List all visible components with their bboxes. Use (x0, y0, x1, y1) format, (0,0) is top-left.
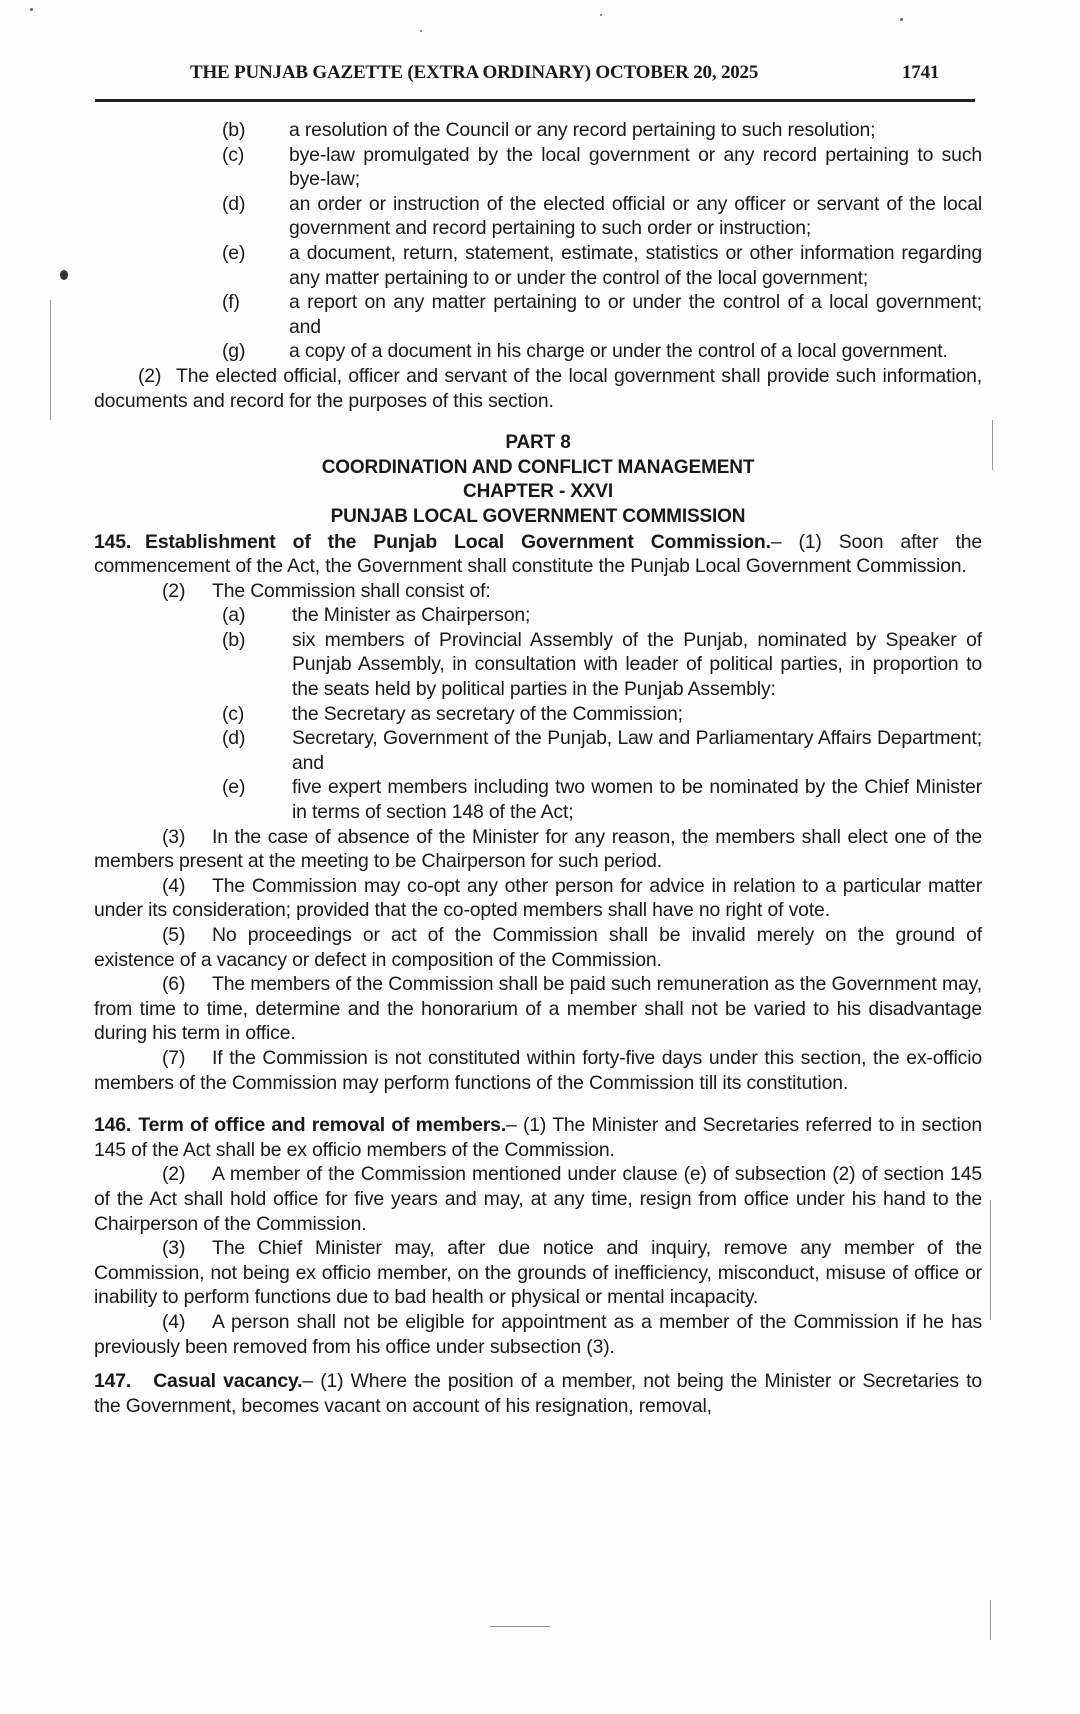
section-number: 147. (94, 1370, 132, 1393)
clause-label: (b) (222, 628, 246, 651)
subsection (94, 874, 982, 923)
clause-text: Secretary, Government of the Punjab, Law and Parliamentary Affairs Department; and (292, 727, 982, 774)
section-147 (94, 1369, 982, 1418)
clause-label: (c) (222, 702, 245, 725)
subsection-text: A member of the Commission mentioned under clause (e) of subsection (2) of section 145 of the Act shall hold office for five years and may, at any time, resign from office under his hand to the Chairperson of the Commission. (94, 1163, 982, 1235)
section-intro: – (1) Soon after the commencement of the Act, the Government shall constitute the Punjab Local Government Commission. (94, 530, 983, 578)
list-item-text: a resolution of the Council or any record pertaining to such resolution; (289, 119, 876, 141)
header-title: THE PUNJAB GAZETTE (EXTRA ORDINARY) OCTOBER 20, 2025 (190, 62, 759, 83)
section-intro: – (1) The Minister and Secretaries referred to in section 145 of the Act shall be ex officio members of the Commission. (94, 1114, 982, 1161)
clause-label: (a) (222, 604, 246, 627)
subsection-number: (7) (162, 1046, 186, 1069)
section-title: Term of office and removal of members. (138, 1114, 507, 1137)
subsection-number: (4) (162, 874, 186, 897)
list-item-text: a report on any matter pertaining to or under the control of a local government; and (289, 291, 982, 338)
clause-label: (d) (222, 727, 246, 750)
list-item-label: (g) (222, 340, 246, 363)
subsection-number: (4) (162, 1310, 186, 1333)
subsection-number: (2) (138, 364, 162, 387)
subsection (94, 972, 982, 1046)
spacer (94, 1359, 982, 1369)
section-number: 146. (94, 1114, 132, 1137)
subsection-text: No proceedings or act of the Commission shall be invalid merely on the ground of existence of a vacancy or defect in composition of the Commission. (94, 924, 982, 971)
document-body (94, 118, 982, 1418)
subsection (94, 1162, 982, 1236)
clause-label: (e) (222, 776, 246, 799)
subsection-text: The Commission shall consist of: (212, 579, 491, 602)
clause-item (94, 702, 982, 727)
list-item-label: (b) (222, 119, 246, 141)
page-header (190, 62, 970, 84)
section-145 (94, 530, 982, 579)
list-item (94, 143, 982, 192)
margin-line (990, 1600, 991, 1640)
list-item-label: (c) (222, 143, 245, 166)
list-item-label: (f) (222, 291, 240, 314)
subsection (94, 579, 982, 604)
scan-speck (900, 18, 903, 21)
margin-line (992, 420, 993, 470)
header-rule (95, 99, 975, 102)
list-item-text: bye-law promulgated by the local government or any record pertaining to such bye-law; (289, 143, 982, 191)
section-title: Establishment of the Punjab Local Government Commission. (145, 530, 771, 553)
subsection-number: (3) (162, 1237, 186, 1260)
margin-line (50, 300, 51, 420)
list-item (94, 290, 982, 339)
list-item-text: an order or instruction of the elected official or any officer or servant of the local government and record pertaining to such order or instruction; (289, 192, 982, 240)
subsection-text: The elected official, officer and servant of the local government shall provide such information, documents and record for the purposes of this section. (94, 364, 982, 412)
section-title: Casual vacancy. (153, 1370, 303, 1393)
spacer (94, 413, 982, 431)
footer-dash (490, 1626, 550, 1627)
subsection (94, 825, 982, 874)
clause-item (94, 775, 982, 824)
scan-speck (420, 30, 422, 32)
section-number: 145. (94, 530, 132, 553)
list-item-text: a copy of a document in his charge or under the control of a local government. (289, 340, 948, 363)
subsection-text: The Commission may co-opt any other person for advice in relation to a particular matter under its consideration; provided that the co-opted members shall have no right of vote. (94, 874, 982, 922)
subsection-number: (6) (162, 973, 186, 996)
clause-text: five expert members including two women to be nominated by the Chief Minister in terms of section 148 of the Act; (292, 776, 982, 824)
clause-item (94, 628, 982, 702)
subsection (94, 364, 982, 413)
subsection (94, 1310, 982, 1359)
list-item (94, 118, 982, 143)
subsection (94, 1236, 982, 1310)
scan-speck (600, 14, 602, 16)
chapter-title: PUNJAB LOCAL GOVERNMENT COMMISSION (330, 505, 746, 527)
subsection-text: If the Commission is not constituted within forty-five days under this section, the ex-officio members of the Commission may perform functions of the Commission till its constitution. (94, 1046, 982, 1094)
list-item (94, 339, 982, 364)
clause-item (94, 726, 982, 775)
clause-text: the Secretary as secretary of the Commission; (292, 702, 683, 725)
list-item-label: (e) (222, 241, 246, 264)
subsection-number: (2) (162, 1163, 186, 1186)
subsection-number: (5) (162, 924, 186, 946)
subsection (94, 1046, 982, 1095)
page-number: 1741 (902, 62, 940, 83)
clause-text: six members of Provincial Assembly of the Punjab, nominated by Speaker of Punjab Assembly, in consultation with leader of political parties, in proportion to the seats held by political parties in the Punjab Assembly: (292, 628, 982, 701)
subsection-number: (2) (162, 579, 186, 602)
scan-speck (30, 8, 33, 11)
subsection-text: The Chief Minister may, after due notice and inquiry, remove any member of the Commission, not being ex officio member, on the grounds of inefficiency, misconduct, misuse of office or inability to perform functions due to bad health or physical or mental incapacity. (94, 1237, 982, 1309)
list-item-text: a document, return, statement, estimate, statistics or other information regarding any matter pertaining to or under the control of the local government; (289, 241, 982, 289)
list-item-label: (d) (222, 192, 246, 215)
margin-line (990, 1200, 991, 1320)
section-146 (94, 1113, 982, 1162)
subsection-text: In the case of absence of the Minister for any reason, the members shall elect one of the members present at the meeting to be Chairperson for such period. (94, 825, 982, 873)
subsection-number: (3) (162, 825, 186, 848)
clause-item (94, 603, 982, 628)
subsection-text: The members of the Commission shall be paid such remuneration as the Government may, from time to time, determine and the honorarium of a member shall not be varied to his disadvantage during his term in office. (94, 973, 982, 1045)
part-heading: PART 8 (505, 432, 571, 454)
spacer (94, 1095, 982, 1113)
list-item (94, 241, 982, 290)
chapter-heading: CHAPTER - XXVI (463, 481, 613, 503)
list-item (94, 192, 982, 241)
part-title: COORDINATION AND CONFLICT MANAGEMENT (321, 456, 755, 478)
clause-text: the Minister as Chairperson; (292, 604, 531, 627)
section-intro: – (1) Where the position of a member, not being the Minister or Secretaries to the Government, becomes vacant on account of his resignation, removal, (94, 1370, 982, 1417)
subsection-text: A person shall not be eligible for appointment as a member of the Commission if he has previously been removed from his office under subsection (3). (94, 1310, 982, 1358)
margin-stamp-mark (60, 270, 68, 280)
subsection (94, 923, 982, 972)
